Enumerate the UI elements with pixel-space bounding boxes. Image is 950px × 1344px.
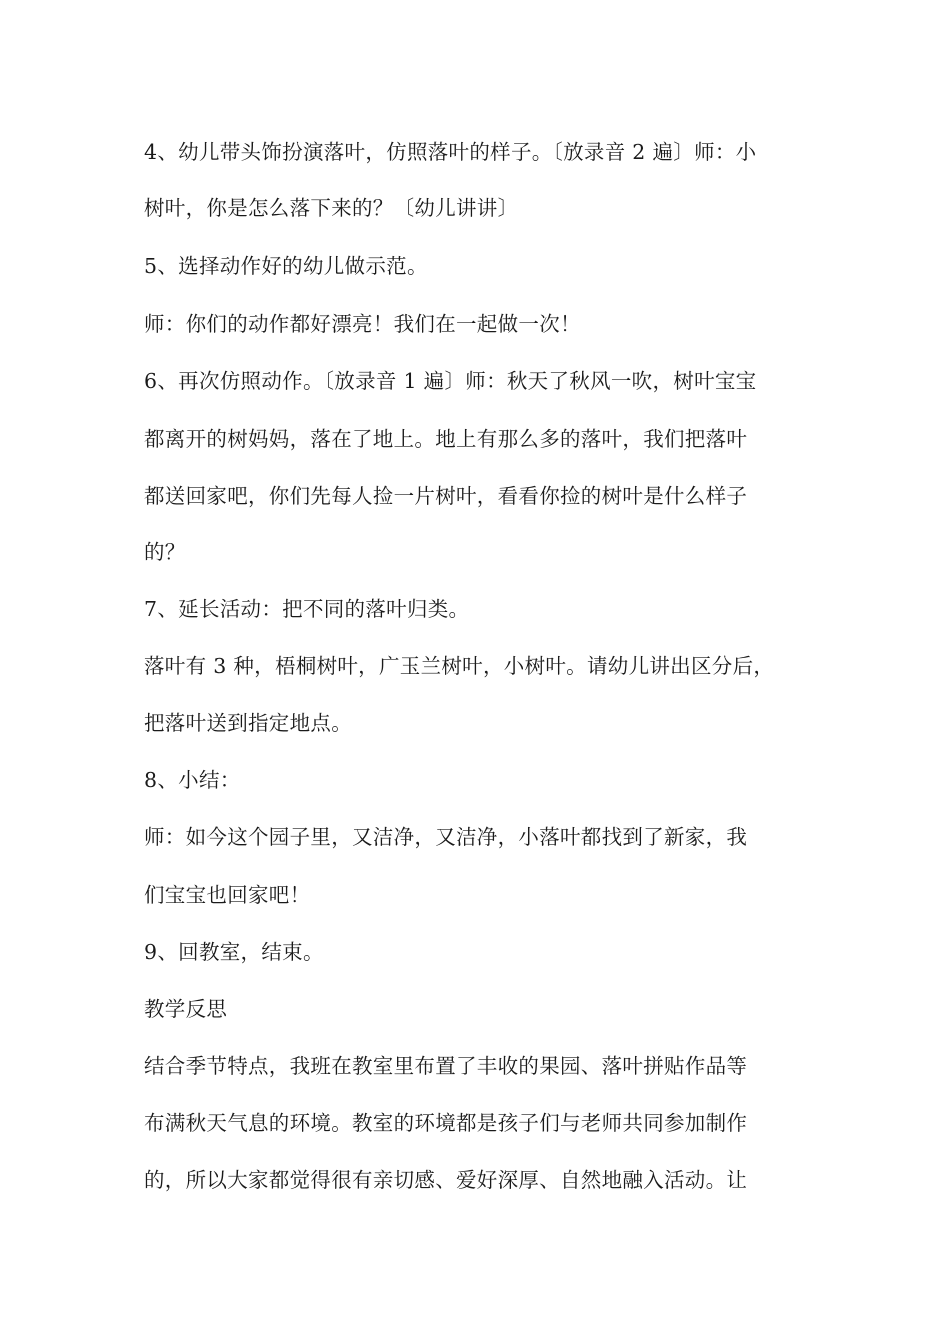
text-line: 树叶，你是怎么落下来的？〔幼儿讲讲〕 — [144, 196, 519, 220]
text-line: 布满秋天气息的环境。教室的环境都是孩子们与老师共同参加制作 — [144, 1111, 748, 1135]
text-line: 的？ — [144, 540, 186, 564]
text-line: 结合季节特点，我班在教室里布置了丰收的果园、落叶拼贴作品等 — [144, 1054, 748, 1078]
text-line: 5、选择动作好的幼儿做示范。 — [144, 254, 428, 278]
text-line: 师：如今这个园子里，又洁净，又洁净，小落叶都找到了新家，我 — [144, 825, 748, 849]
text-line: 8、小结： — [144, 768, 241, 792]
text-line: 都离开的树妈妈，落在了地上。地上有那么多的落叶，我们把落叶 — [144, 427, 748, 451]
text-line: 6、再次仿照动作。〔放录音 1 遍〕师：秋天了秋风一吹，树叶宝宝 — [144, 369, 757, 393]
text-line: 师：你们的动作都好漂亮！我们在一起做一次！ — [144, 312, 581, 336]
text-line: 把落叶送到指定地点。 — [144, 711, 352, 735]
section-heading: 教学反思 — [144, 997, 228, 1021]
text-line: 的，所以大家都觉得很有亲切感、爱好深厚、自然地融入活动。让 — [144, 1168, 748, 1192]
text-line: 7、延长活动：把不同的落叶归类。 — [144, 597, 470, 621]
text-line: 落叶有 3 种，梧桐树叶，广玉兰树叶，小树叶。请幼儿讲出区分后， — [144, 654, 775, 678]
text-line: 都送回家吧，你们先每人捡一片树叶，看看你捡的树叶是什么样子 — [144, 484, 748, 508]
text-line: 9、回教室，结束。 — [144, 940, 324, 964]
text-line: 4、幼儿带头饰扮演落叶，仿照落叶的样子。〔放录音 2 遍〕师：小 — [144, 140, 757, 164]
text-line: 们宝宝也回家吧！ — [144, 883, 311, 907]
